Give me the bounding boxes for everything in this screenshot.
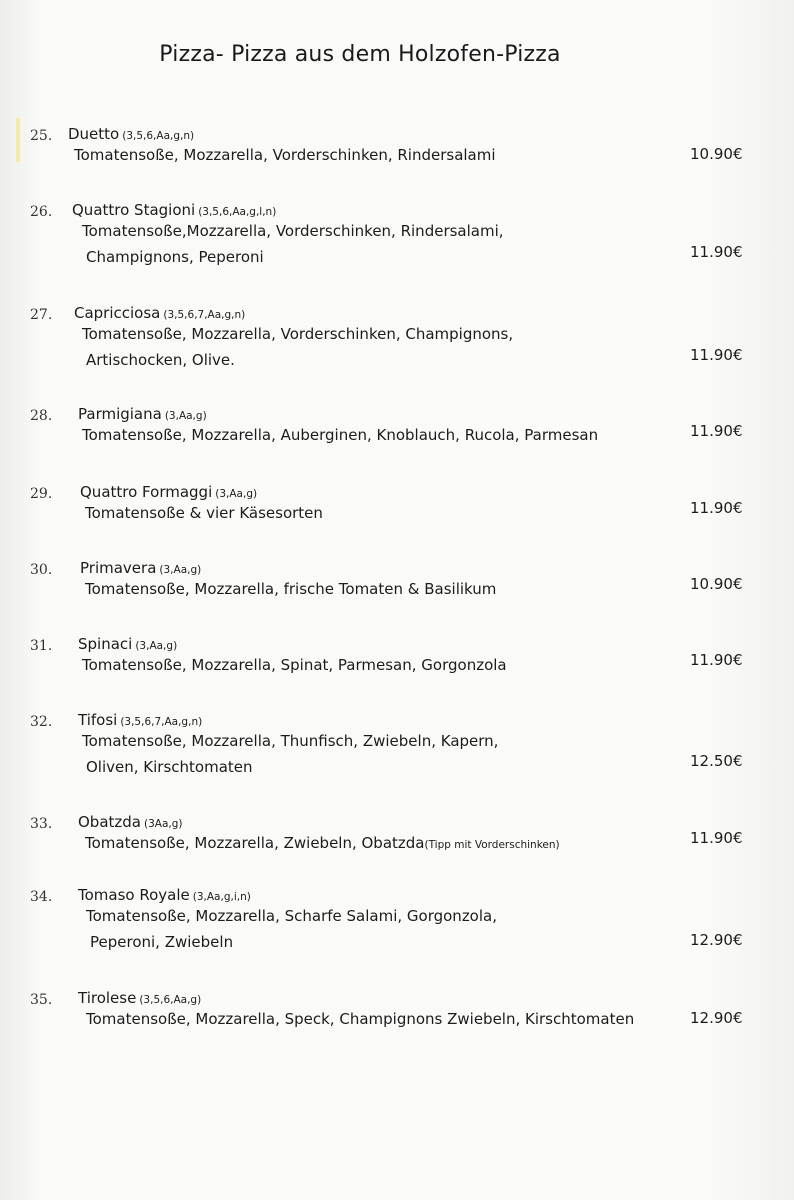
description-text: Tomatensoße, Mozzarella, Scharfe Salami, Gorgonzola, (86, 907, 497, 925)
allergen-codes: (3,Aa,g) (135, 640, 178, 652)
item-name-line (78, 635, 177, 653)
item-number: 30. (30, 562, 53, 578)
item-name: Duetto (68, 125, 120, 143)
item-name-line (78, 711, 202, 729)
item-description (90, 929, 233, 955)
item-description (82, 321, 513, 347)
item-name: Tomaso Royale (78, 886, 190, 904)
item-description (82, 652, 507, 678)
item-description (82, 422, 598, 448)
item-price: 12.90€ (690, 931, 743, 949)
item-price: 12.90€ (690, 1009, 743, 1027)
item-description (85, 576, 496, 602)
allergen-codes: (3,Aa,g) (164, 410, 207, 422)
description-text: Tomatensoße, Mozzarella, Zwiebeln, Obatzda (85, 834, 425, 852)
page-title: Pizza- Pizza aus dem Holzofen-Pizza (159, 42, 561, 67)
item-name-line (68, 125, 194, 143)
description-text: Peperoni, Zwiebeln (90, 933, 234, 951)
item-price: 11.90€ (690, 499, 743, 517)
description-text: Oliven, Kirschtomaten (86, 758, 253, 776)
allergen-codes: (3,5,6,7,Aa,g,n) (120, 716, 203, 728)
description-text: Tomatensoße, Mozzarella, Speck, Champignons Zwiebeln, Kirschtomaten (86, 1010, 635, 1028)
item-name: Capricciosa (74, 304, 161, 322)
description-text: Artischocken, Olive. (86, 351, 235, 369)
item-name-line (80, 483, 257, 501)
item-name-line (80, 559, 201, 577)
item-description (86, 903, 497, 929)
allergen-codes: (3,Aa,g,i,n) (192, 891, 251, 903)
highlighter-mark (16, 118, 20, 162)
item-name: Tifosi (78, 711, 118, 729)
item-price: 11.90€ (690, 346, 743, 364)
item-description (86, 1006, 634, 1032)
item-name: Spinaci (78, 635, 133, 653)
item-description (86, 754, 253, 780)
item-price: 11.90€ (690, 651, 743, 669)
allergen-codes: (3,5,6,Aa,g,n) (122, 130, 195, 142)
allergen-codes: (3,Aa,g) (215, 488, 258, 500)
description-text: Tomatensoße, Mozzarella, Thunfisch, Zwiebeln, Kapern, (82, 732, 499, 750)
item-number: 34. (30, 889, 53, 905)
allergen-codes: (3,5,6,Aa,g) (139, 994, 202, 1006)
item-name-line (74, 304, 245, 322)
item-description (85, 830, 560, 858)
item-number: 27. (30, 307, 53, 323)
allergen-codes: (3Aa,g) (144, 818, 183, 830)
item-name: Tirolese (78, 989, 137, 1007)
description-text: Tomatensoße, Mozzarella, Vorderschinken, Champignons, (82, 325, 514, 343)
item-description (85, 500, 323, 526)
item-price: 10.90€ (690, 145, 743, 163)
item-name: Quattro Stagioni (72, 201, 196, 219)
item-price: 10.90€ (690, 575, 743, 593)
item-name: Quattro Formaggi (80, 483, 213, 501)
item-description (82, 728, 498, 754)
description-text: Tomatensoße, Mozzarella, frische Tomaten & Basilikum (85, 580, 497, 598)
description-text: Tomatensoße, Mozzarella, Auberginen, Knoblauch, Rucola, Parmesan (82, 426, 599, 444)
item-price: 11.90€ (690, 422, 743, 440)
item-number: 28. (30, 408, 53, 424)
item-name-line (78, 813, 183, 831)
item-number: 35. (30, 992, 53, 1008)
allergen-codes: (3,5,6,Aa,g,l,n) (198, 206, 277, 218)
allergen-codes: (3,5,6,7,Aa,g,n) (163, 309, 246, 321)
item-name-line (78, 405, 207, 423)
item-name-line (78, 989, 201, 1007)
item-number: 25. (30, 128, 53, 144)
item-number: 26. (30, 204, 53, 220)
item-name-line (78, 886, 251, 904)
description-text: Tomatensoße, Mozzarella, Vorderschinken, Rindersalami (74, 146, 496, 164)
item-name-line (72, 201, 276, 219)
description-text: Tomatensoße,Mozzarella, Vorderschinken, Rindersalami, (82, 222, 504, 240)
description-text: Tomatensoße, Mozzarella, Spinat, Parmesan, Gorgonzola (82, 656, 507, 674)
allergen-codes: (3,Aa,g) (159, 564, 202, 576)
item-number: 33. (30, 816, 53, 832)
description-text: Champignons, Peperoni (86, 248, 264, 266)
item-note: (Tipp mit Vorderschinken) (424, 839, 560, 851)
item-description (86, 244, 264, 270)
item-name: Obatzda (78, 813, 141, 831)
item-name: Parmigiana (78, 405, 162, 423)
item-number: 29. (30, 486, 53, 502)
item-name: Primavera (80, 559, 157, 577)
item-description (74, 142, 496, 168)
item-number: 31. (30, 638, 53, 654)
item-price: 12.50€ (690, 752, 743, 770)
description-text: Tomatensoße & vier Käsesorten (85, 504, 323, 522)
item-number: 32. (30, 714, 53, 730)
item-price: 11.90€ (690, 243, 743, 261)
item-description (86, 347, 235, 373)
item-description (82, 218, 504, 244)
item-price: 11.90€ (690, 829, 743, 847)
